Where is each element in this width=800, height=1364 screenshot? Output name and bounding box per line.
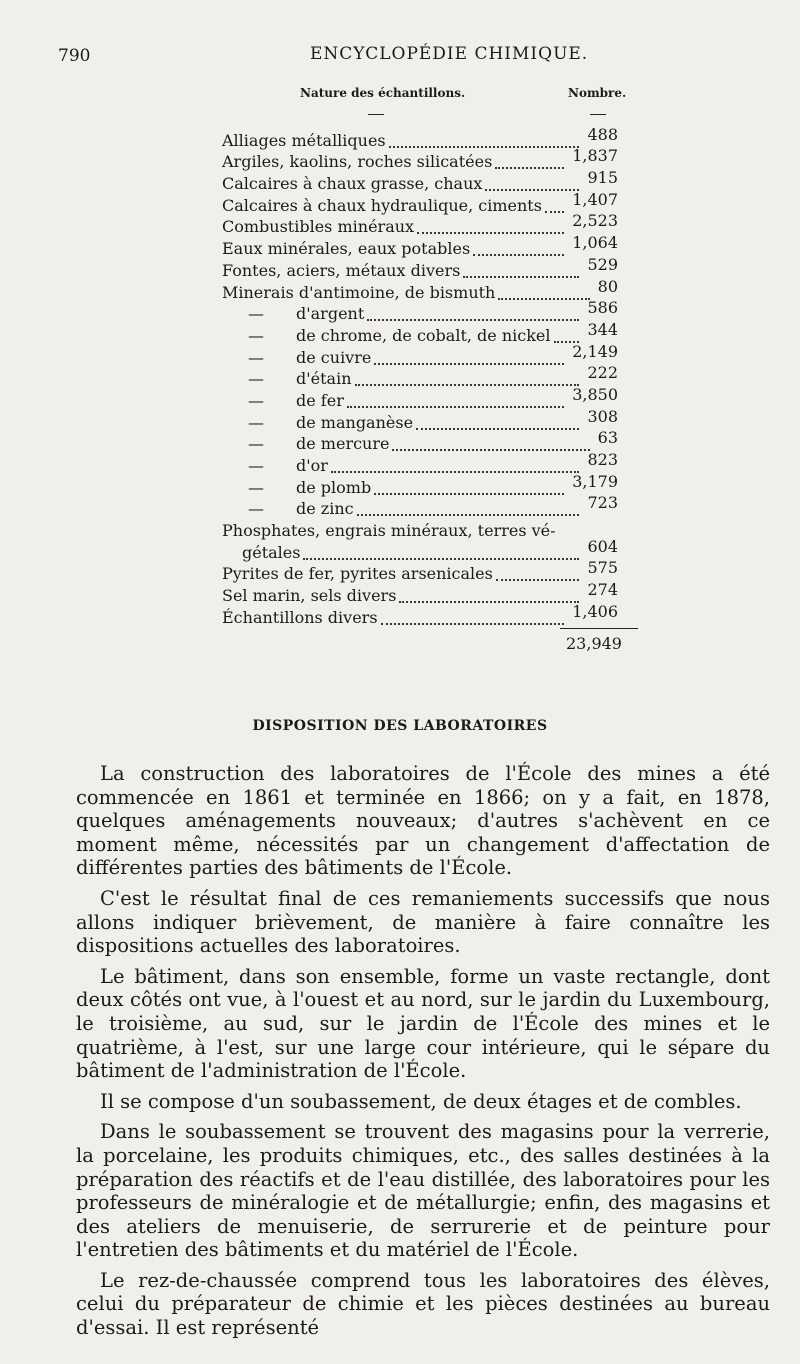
table-row (222, 168, 626, 195)
row-value: 344 (587, 319, 618, 339)
row-label: Calcaires à chaux hydraulique, ciments (222, 195, 542, 215)
ditto-dash: — (248, 369, 264, 389)
table-total: 23,949 (566, 634, 622, 653)
leader-dots (463, 276, 579, 278)
row-value: 308 (587, 406, 618, 426)
table-row (222, 580, 626, 607)
row-value: 2,149 (572, 341, 618, 361)
leader-dots (374, 363, 564, 365)
leader-dots (303, 558, 579, 560)
row-value: 1,406 (572, 601, 618, 621)
leader-dots (392, 449, 590, 451)
table-row (222, 233, 626, 260)
column-header-nombre: Nombre. (568, 86, 627, 100)
leader-dots (498, 298, 590, 300)
table-row (222, 146, 626, 174)
leader-dots (545, 211, 564, 213)
table-row (222, 319, 626, 347)
row-value: 3,179 (572, 471, 618, 491)
paragraph: Dans le soubassement se trouvent des magasins pour la verrerie, la porcelaine, les produits chimiques, etc., des salles destinées à la préparation des réactifs et de l'eau distillée, des laboratoires pour les professeurs de minéralogie et de métallurgie; enfin, des magasins et des ateliers de menuiserie, de serrurerie et de peinture pour l'entretien des bâtiments et du matériel de l'École. (76, 1120, 770, 1262)
ditto-dash: — (248, 412, 264, 432)
running-head: ENCYCLOPÉDIE CHIMIQUE. (310, 44, 589, 64)
paragraph: Le bâtiment, dans son ensemble, forme un vaste rectangle, dont deux côtés ont vue, à l'ouest et au nord, sur le jardin du Luxembourg, le troisième, au sud, sur le jardin de l'École des mines et le quatrième, à l'est, sur une large cour intérieure, qui le sépare du bâtiment de l'administration de l'École. (76, 964, 770, 1083)
row-label: d'argent (296, 304, 365, 324)
section-title: DISPOSITION DES LABORATOIRES (252, 718, 548, 734)
leader-dots (389, 146, 579, 148)
leader-dots (485, 189, 579, 191)
paragraph: C'est le résultat final de ces remaniements successifs que nous allons indiquer brièvement, de manière à faire connaître les dispositions actuelles des laboratoires. (76, 886, 770, 958)
ditto-dash: — (248, 347, 264, 367)
ditto-dash: — (248, 325, 264, 345)
ditto-dash: — (248, 477, 264, 497)
row-label: Minerais d'antimoine, de bismuth (222, 282, 496, 302)
row-label: gétales (242, 542, 301, 562)
row-value: 274 (587, 580, 618, 600)
leader-dots (331, 471, 579, 473)
row-label: de mercure (296, 434, 390, 454)
row-label: de cuivre (296, 347, 372, 367)
header-dash-nombre (590, 114, 606, 115)
row-label: Fontes, aciers, métaux divers (222, 260, 461, 280)
ditto-dash: — (248, 434, 264, 454)
row-label: Eaux minérales, eaux potables (222, 239, 471, 259)
row-value: 2,523 (572, 211, 618, 231)
row-label: d'étain (296, 369, 352, 389)
leader-dots (495, 167, 564, 169)
row-label: de chrome, de cobalt, de nickel (296, 325, 551, 345)
leader-dots (496, 579, 579, 581)
paragraph: Il se compose d'un soubassement, de deux étages et de combles. (100, 1089, 742, 1113)
leader-dots (381, 623, 564, 625)
ditto-dash: — (248, 390, 264, 410)
row-label: de plomb (296, 477, 372, 497)
paragraph: Le rez-de-chaussée comprend tous les laboratoires des élèves, celui du préparateur de chimie et les pièces destinées au bureau d'essai. Il est représenté (76, 1268, 770, 1340)
row-label: Échantillons divers (222, 607, 378, 627)
table-row (222, 189, 626, 217)
row-value: 1,064 (572, 233, 618, 253)
table-row (222, 493, 626, 521)
table-row (222, 520, 626, 542)
row-value: 222 (587, 363, 618, 383)
leader-dots (473, 254, 564, 256)
row-label: Pyrites de fer, pyrites arsenicales (222, 564, 493, 584)
leader-dots (347, 406, 564, 408)
leader-dots (374, 493, 564, 495)
row-label: de manganèse (296, 412, 414, 432)
row-value: 1,837 (572, 146, 618, 166)
table-row (222, 450, 626, 477)
table-row (222, 536, 626, 564)
row-value: 488 (587, 124, 618, 144)
leader-dots (416, 428, 579, 430)
row-label: de zinc (296, 499, 354, 519)
row-label: Phosphates, engrais minéraux, terres vé- (222, 521, 556, 541)
row-value: 3,850 (572, 384, 618, 404)
row-label: Alliages métalliques (222, 130, 386, 150)
leader-dots (417, 232, 564, 234)
table-row (222, 124, 626, 152)
ditto-dash: — (248, 304, 264, 324)
leader-dots (357, 514, 579, 516)
table-row (222, 558, 626, 586)
row-label: Argiles, kaolins, roches silicatées (222, 152, 493, 172)
ditto-dash: — (248, 499, 264, 519)
row-value: 529 (587, 254, 618, 274)
table-row (222, 276, 626, 304)
row-value: 586 (587, 298, 618, 318)
table-row (222, 601, 626, 629)
ditto-dash: — (248, 456, 264, 475)
table-row (222, 211, 626, 239)
row-value: 604 (587, 536, 618, 556)
row-label: d'or (296, 456, 328, 475)
table-row (222, 298, 626, 326)
page-number: 790 (58, 46, 91, 66)
row-value: 823 (587, 450, 618, 469)
row-value: 63 (597, 428, 618, 448)
table-row (222, 406, 626, 434)
header-dash-nature (368, 114, 384, 115)
total-rule (560, 628, 638, 629)
row-label: Calcaires à chaux grasse, chaux (222, 174, 483, 194)
row-value: 1,407 (572, 189, 618, 209)
row-value: 723 (587, 493, 618, 513)
paragraph: La construction des laboratoires de l'École des mines a été commencée en 1861 et terminée en 1866; on y a fait, en 1878, quelques aménagements nouveaux; d'autres s'achèvent en ce moment même, nécessités par un changement d'affectation de différentes parties des bâtiments de l'École. (76, 762, 770, 880)
table-row (222, 363, 626, 391)
row-value: 575 (587, 558, 618, 578)
row-label: Sel marin, sels divers (222, 586, 397, 606)
leader-dots (399, 601, 579, 603)
table-row (222, 428, 626, 456)
row-value: 915 (587, 168, 618, 188)
row-label: Combustibles minéraux (222, 217, 415, 237)
table-row (222, 254, 626, 282)
table-row (222, 384, 626, 412)
leader-dots (355, 384, 579, 386)
row-value: 80 (597, 276, 618, 296)
table-row (222, 341, 626, 369)
samples-table (222, 124, 626, 629)
column-header-nature: Nature des échantillons. (300, 86, 466, 100)
body-text (76, 762, 770, 1340)
row-label: de fer (296, 390, 344, 410)
table-row (222, 471, 626, 499)
leader-dots (367, 319, 579, 321)
